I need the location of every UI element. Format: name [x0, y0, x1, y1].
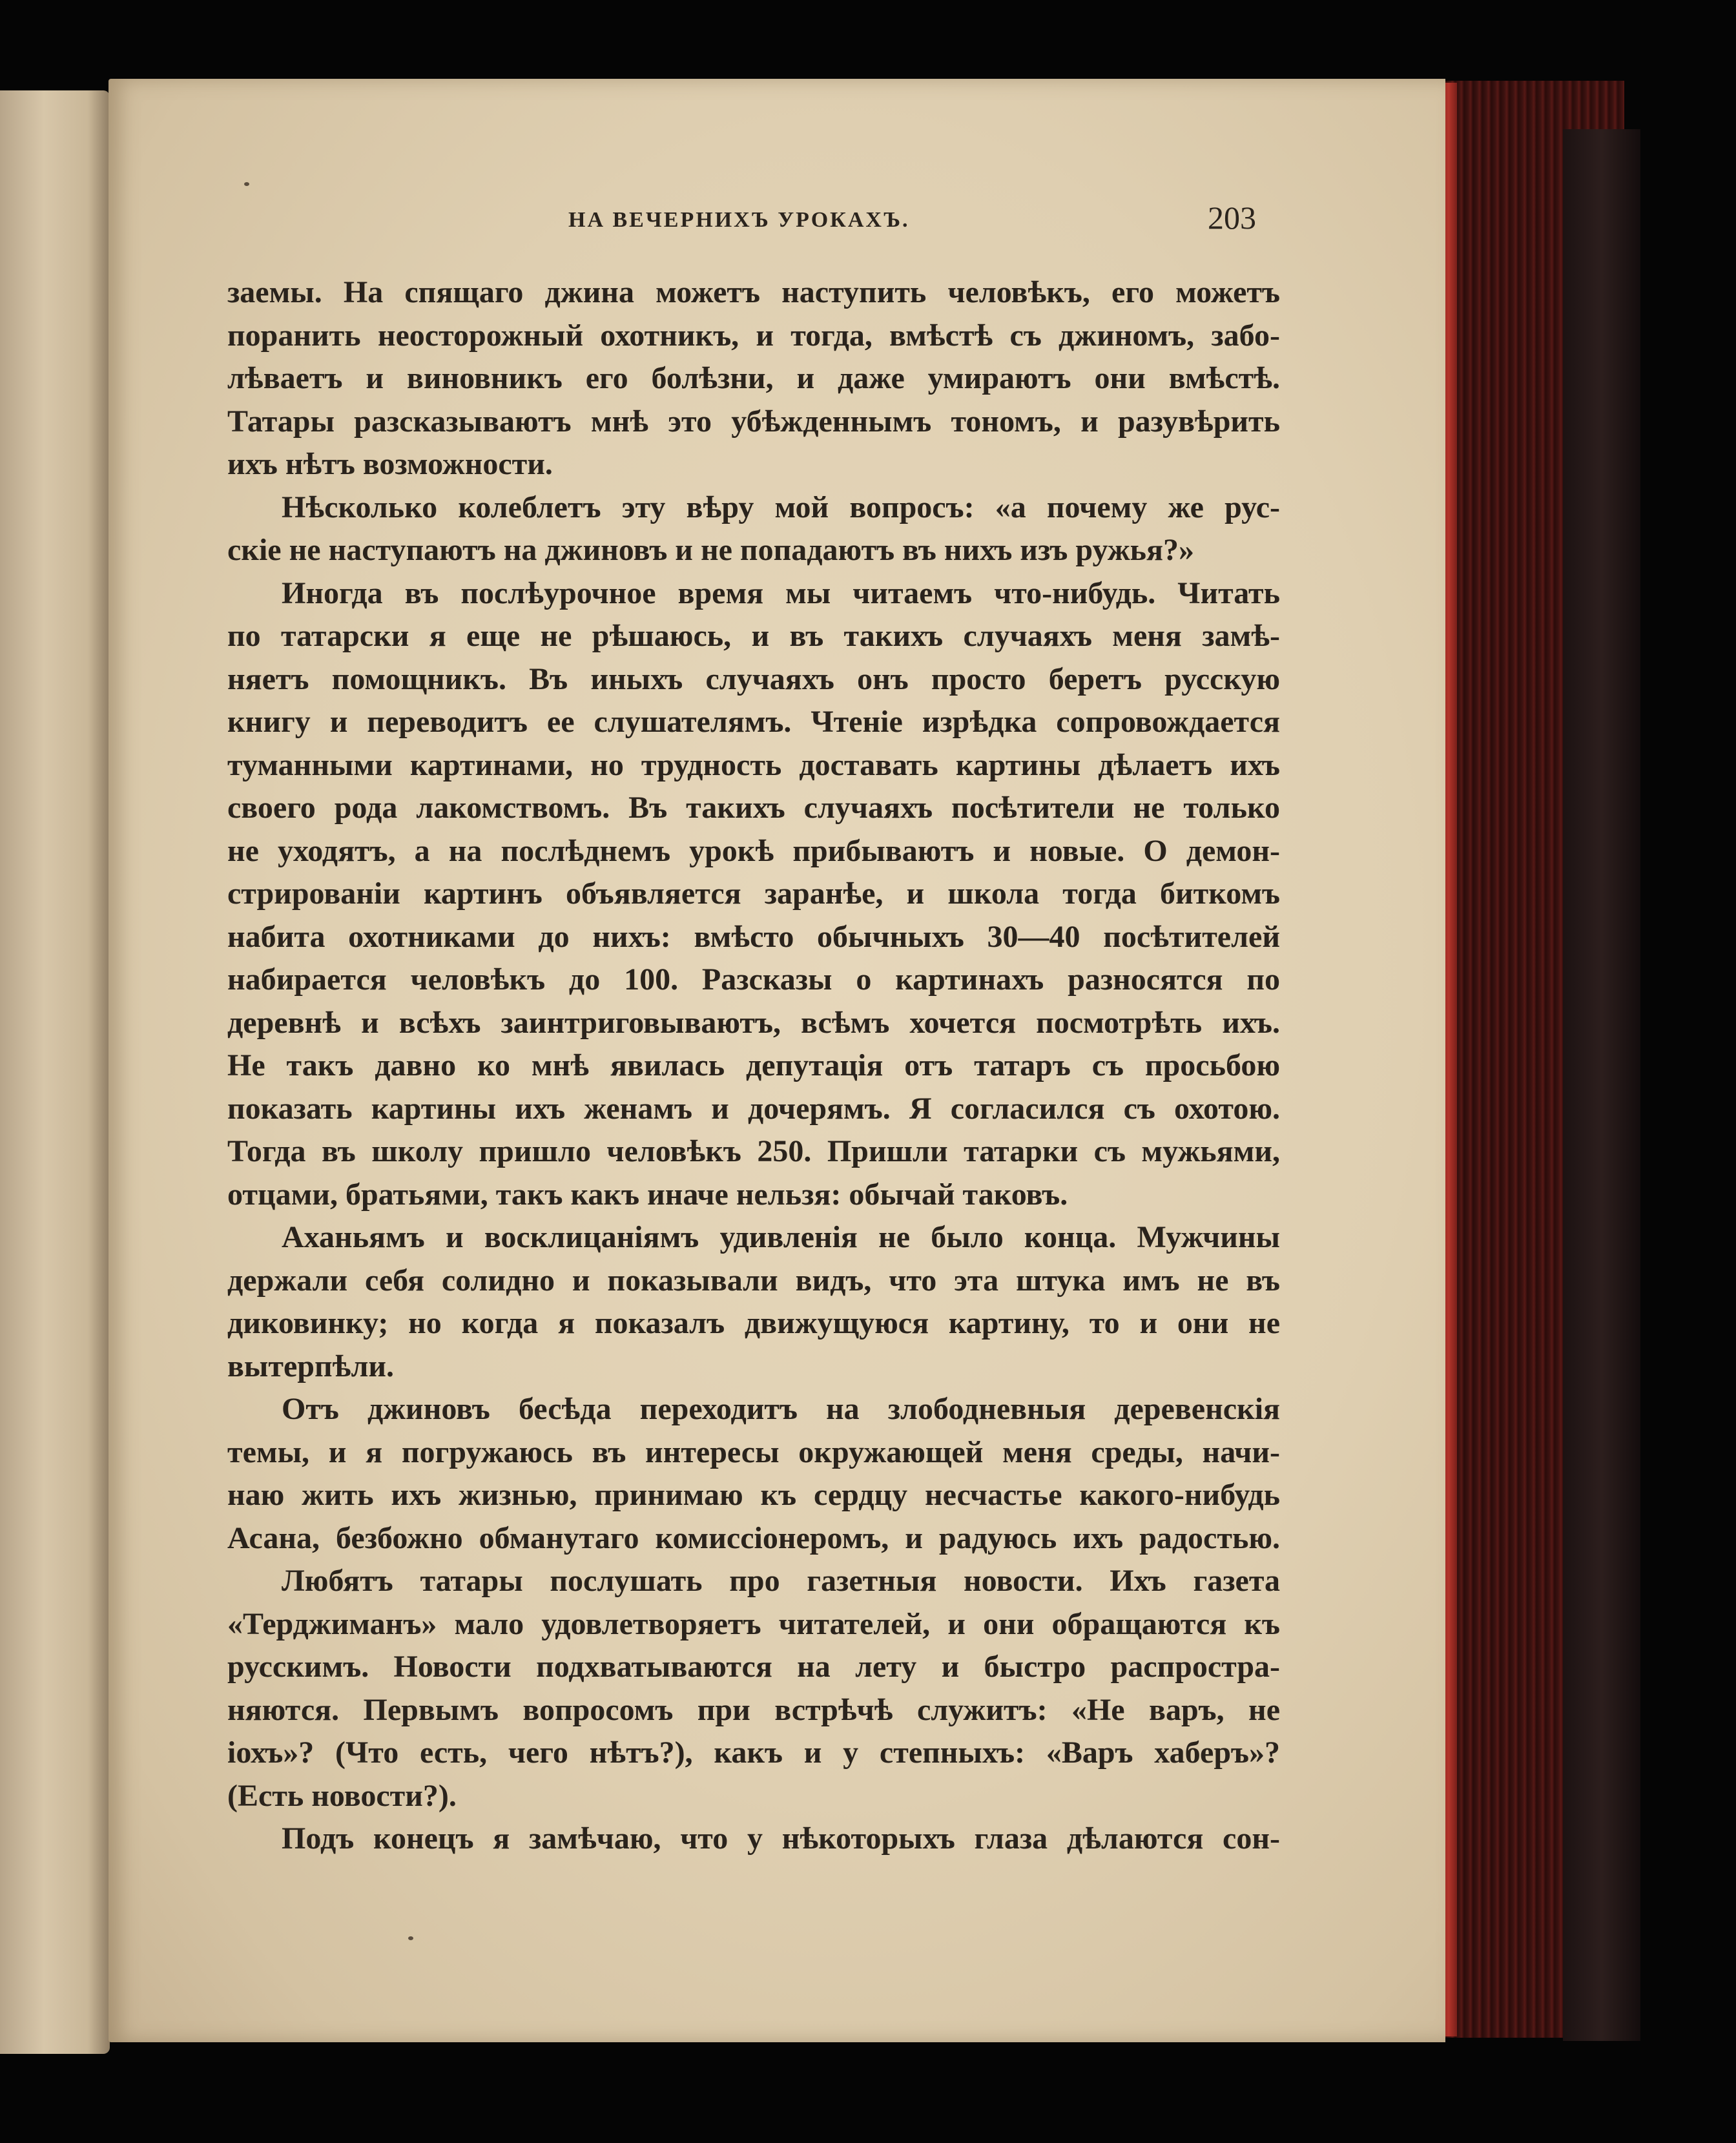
book-cover-edge — [1563, 129, 1640, 2041]
text-line: Нѣсколько колеблетъ эту вѣру мой вопросъ: «а почему же рус- — [282, 490, 1280, 524]
text-line: «Терджиманъ» мало удовлетворяетъ читателей, и они обращаются къ — [227, 1606, 1280, 1641]
text-line: туманными картинами, но трудность доставать картины дѣлаетъ ихъ — [227, 747, 1280, 782]
text-line: набирается человѣкъ до 100. Разсказы о картинахъ разносятся по — [227, 962, 1280, 997]
text-line: не уходятъ, а на послѣднемъ урокѣ прибываютъ и новые. О демон- — [227, 833, 1280, 868]
text-line: Асана, безбожно обманутаго комиссіонеромъ, и радуюсь ихъ радостью. — [227, 1520, 1280, 1555]
text-line: набита охотниками до нихъ: вмѣсто обычныхъ 30—40 посѣтителей — [227, 919, 1280, 954]
text-line: іохъ»? (Что есть, чего нѣтъ?), какъ и у степныхъ: «Варъ хаберъ»? — [227, 1735, 1280, 1770]
text-line: наю жить ихъ жизнью, принимаю къ сердцу несчастье какого-нибудь — [227, 1478, 1280, 1512]
text-line: Татары разсказываютъ мнѣ это убѣжденнымъ тономъ, и разувѣрить — [227, 404, 1280, 439]
text-line: Не такъ давно ко мнѣ явилась депутація отъ татаръ съ просьбою — [227, 1048, 1280, 1082]
text-line: русскимъ. Новости подхватываются на лету и быстро распростра- — [227, 1650, 1280, 1684]
text-line: своего рода лакомствомъ. Въ такихъ случаяхъ посѣтители не только — [227, 791, 1280, 825]
text-line: поранить неосторожный охотникъ, и тогда, вмѣстѣ съ джиномъ, забо- — [227, 318, 1280, 353]
ink-speck — [244, 182, 249, 186]
running-head: НА ВЕЧЕРНИХЪ УРОКАХЪ. — [568, 208, 910, 232]
text-line: Отъ джиновъ бесѣда переходитъ на злободневныя деревенскія — [282, 1392, 1280, 1426]
text-line: книгу и переводитъ ее слушателямъ. Чтеніе изрѣдка сопровождается — [227, 705, 1280, 739]
page-number: 203 — [1208, 200, 1256, 236]
text-line: диковинку; но когда я показалъ движущуюся картину, то и они не — [227, 1306, 1280, 1340]
text-line: вытерпѣли. — [227, 1349, 395, 1383]
left-facing-page-edge — [0, 90, 110, 2054]
text-line: Иногда въ послѣурочное время мы читаемъ что-нибудь. Читать — [282, 575, 1280, 610]
text-line: (Есть новости?). — [227, 1778, 457, 1813]
text-line: Подъ конецъ я замѣчаю, что у нѣкоторыхъ глаза дѣлаются сон- — [282, 1821, 1280, 1856]
text-line: няются. Первымъ вопросомъ при встрѣчѣ служитъ: «Не варъ, не — [227, 1692, 1280, 1727]
text-line: держали себя солидно и показывали видъ, что эта штука имъ не въ — [227, 1263, 1280, 1298]
text-line: лѣваетъ и виновникъ его болѣзни, и даже умираютъ они вмѣстѣ. — [227, 361, 1280, 395]
text-line: по татарски я еще не рѣшаюсь, и въ такихъ случаяхъ меня замѣ- — [227, 619, 1280, 653]
text-line: скіе не наступаютъ на джиновъ и не попадаютъ въ нихъ изъ ружья?» — [227, 533, 1194, 567]
ink-speck — [408, 1936, 413, 1940]
text-line: ихъ нѣтъ возможности. — [227, 447, 553, 481]
text-line: деревнѣ и всѣхъ заинтриговываютъ, всѣмъ хочется посмотрѣть ихъ. — [227, 1005, 1280, 1040]
text-line: стрированіи картинъ объявляется заранѣе, и школа тогда биткомъ — [227, 876, 1280, 911]
body-text — [227, 271, 1280, 1861]
text-line: показать картины ихъ женамъ и дочерямъ. Я согласился съ охотою. — [227, 1091, 1280, 1126]
text-line: няетъ помощникъ. Въ иныхъ случаяхъ онъ просто беретъ русскую — [227, 661, 1280, 696]
text-line: Любятъ татары послушать про газетныя новости. Ихъ газета — [282, 1564, 1280, 1598]
text-line: отцами, братьями, такъ какъ иначе нельзя: обычай таковъ. — [227, 1177, 1068, 1212]
text-line: Аханьямъ и восклицаніямъ удивленія не было конца. Мужчины — [282, 1220, 1280, 1254]
text-line: темы, и я погружаюсь въ интересы окружающей меня среды, начи- — [227, 1434, 1280, 1469]
text-line: заемы. На спящаго джина можетъ наступить человѣкъ, его можетъ — [227, 275, 1280, 309]
text-line: Тогда въ школу пришло человѣкъ 250. Пришли татарки съ мужьями, — [227, 1134, 1280, 1168]
